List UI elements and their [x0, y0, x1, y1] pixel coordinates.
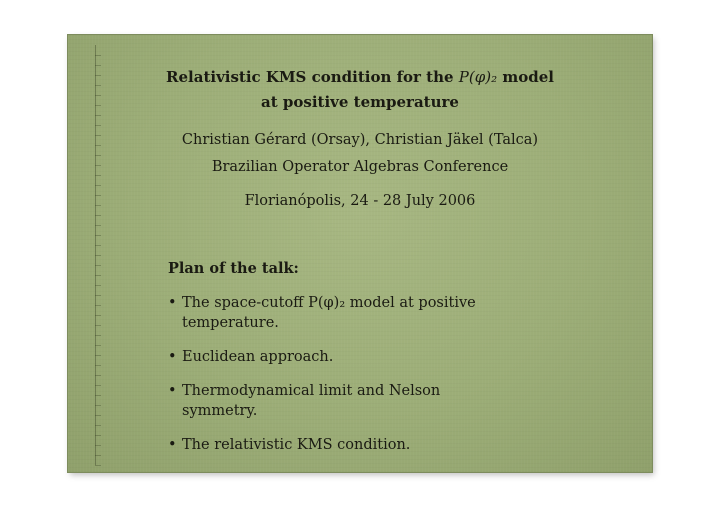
plan-heading: Plan of the talk:	[168, 260, 299, 277]
list-item: • Euclidean approach.	[168, 347, 508, 367]
slide	[68, 35, 652, 472]
authors: Christian Gérard (Orsay), Christian Jäkel (Talca)	[181, 132, 539, 148]
plan-list	[168, 293, 508, 469]
place-date: Florianópolis, 24 - 28 July 2006	[244, 193, 476, 209]
title-prefix: Relativistic KMS condition for the	[166, 68, 454, 86]
list-item: • The relativistic KMS condition.	[168, 435, 508, 455]
slide-title	[68, 65, 652, 115]
title-suffix: model	[502, 68, 554, 86]
conference-name: Brazilian Operator Algebras Conference	[211, 159, 509, 175]
title-math: P(φ)₂	[458, 68, 498, 86]
list-item: • The space-cutoff P(φ)₂ model at positive temperature.	[168, 293, 508, 333]
binding-mark	[95, 455, 101, 466]
list-item: • Thermodynamical limit and Nelson symmetry.	[168, 381, 508, 421]
title-line2: at positive temperature	[261, 93, 459, 111]
